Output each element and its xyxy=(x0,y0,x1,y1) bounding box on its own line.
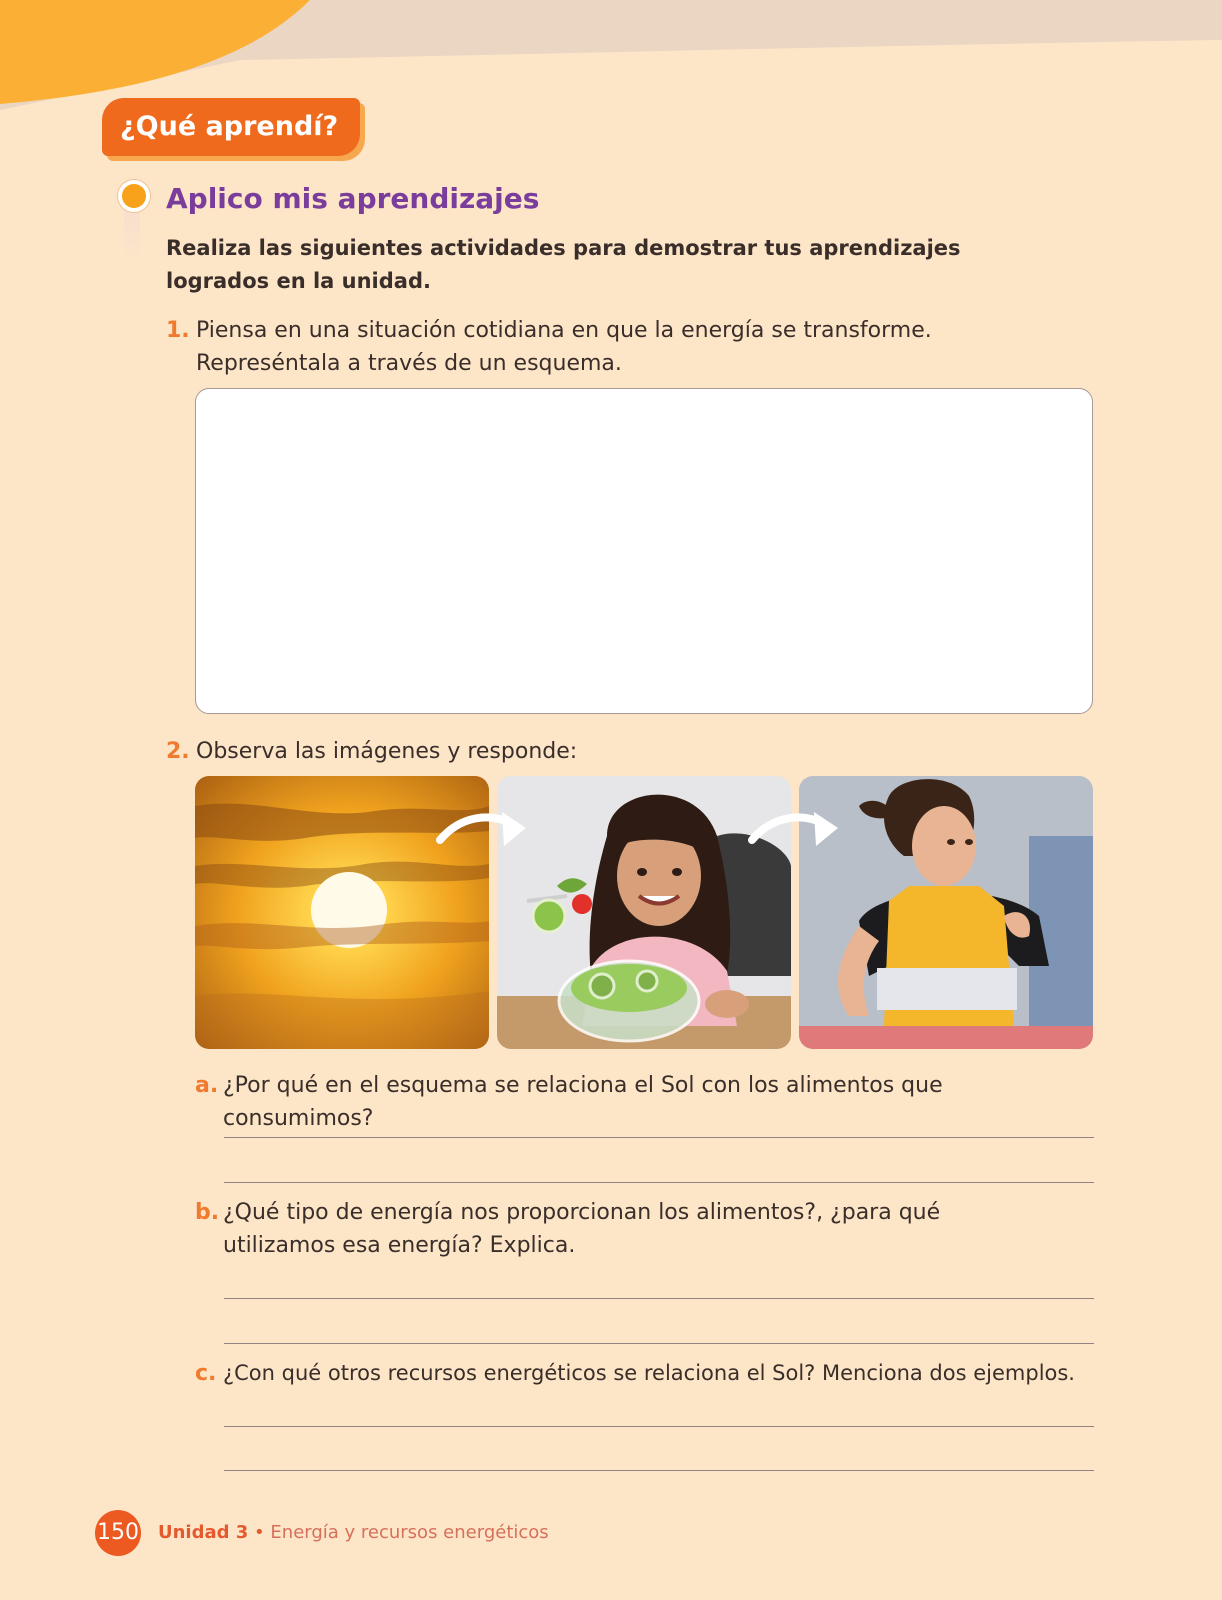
arrow-icon xyxy=(748,806,844,850)
answer-line[interactable] xyxy=(224,1343,1094,1344)
unit-topic: Energía y recursos energéticos xyxy=(270,1522,549,1543)
section-tag: ¿Qué aprendí? xyxy=(102,98,360,156)
bullet-icon xyxy=(118,180,150,212)
subquestion-text: ¿Con qué otros recursos energéticos se relaciona el Sol? Menciona dos ejemplos. xyxy=(223,1361,1075,1385)
footer-unit xyxy=(158,1522,549,1543)
question-2 xyxy=(166,735,1066,768)
subquestion-c xyxy=(195,1357,1105,1390)
section-intro: Realiza las siguientes actividades para demostrar tus aprendizajes logrados en la unidad. xyxy=(166,236,961,293)
top-decoration xyxy=(0,0,1222,110)
answer-line[interactable] xyxy=(224,1137,1094,1138)
answer-line[interactable] xyxy=(224,1298,1094,1299)
girl-eating-salad-photo xyxy=(497,776,791,1049)
subquestion-a xyxy=(195,1069,1095,1135)
answer-line[interactable] xyxy=(224,1470,1094,1471)
footer-separator: • xyxy=(254,1522,265,1543)
answer-line[interactable] xyxy=(224,1426,1094,1427)
subquestion-letter: b. xyxy=(195,1200,220,1225)
subquestion-b xyxy=(195,1196,1075,1262)
subquestion-text: ¿Por qué en el esquema se relaciona el Sol con los alimentos que consumimos? xyxy=(223,1073,943,1131)
subquestion-text: ¿Qué tipo de energía nos proporcionan los alimentos?, ¿para qué utilizamos esa energía? Explica. xyxy=(223,1200,941,1258)
question-text: Piensa en una situación cotidiana en que la energía se transforme. Represéntala a través de un esquema. xyxy=(196,318,932,376)
question-text: Observa las imágenes y responde: xyxy=(196,739,578,764)
section-title: Aplico mis aprendizajes xyxy=(166,182,540,215)
schema-answer-box[interactable] xyxy=(195,388,1093,714)
question-number: 1. xyxy=(166,318,190,343)
question-1 xyxy=(166,314,1066,380)
answer-line[interactable] xyxy=(224,1182,1094,1183)
subquestion-letter: c. xyxy=(195,1361,217,1386)
question-number: 2. xyxy=(166,739,190,764)
unit-label: Unidad 3 xyxy=(158,1522,249,1543)
subquestion-letter: a. xyxy=(195,1073,219,1098)
arrow-icon xyxy=(436,806,532,850)
page-number: 150 xyxy=(95,1510,141,1556)
